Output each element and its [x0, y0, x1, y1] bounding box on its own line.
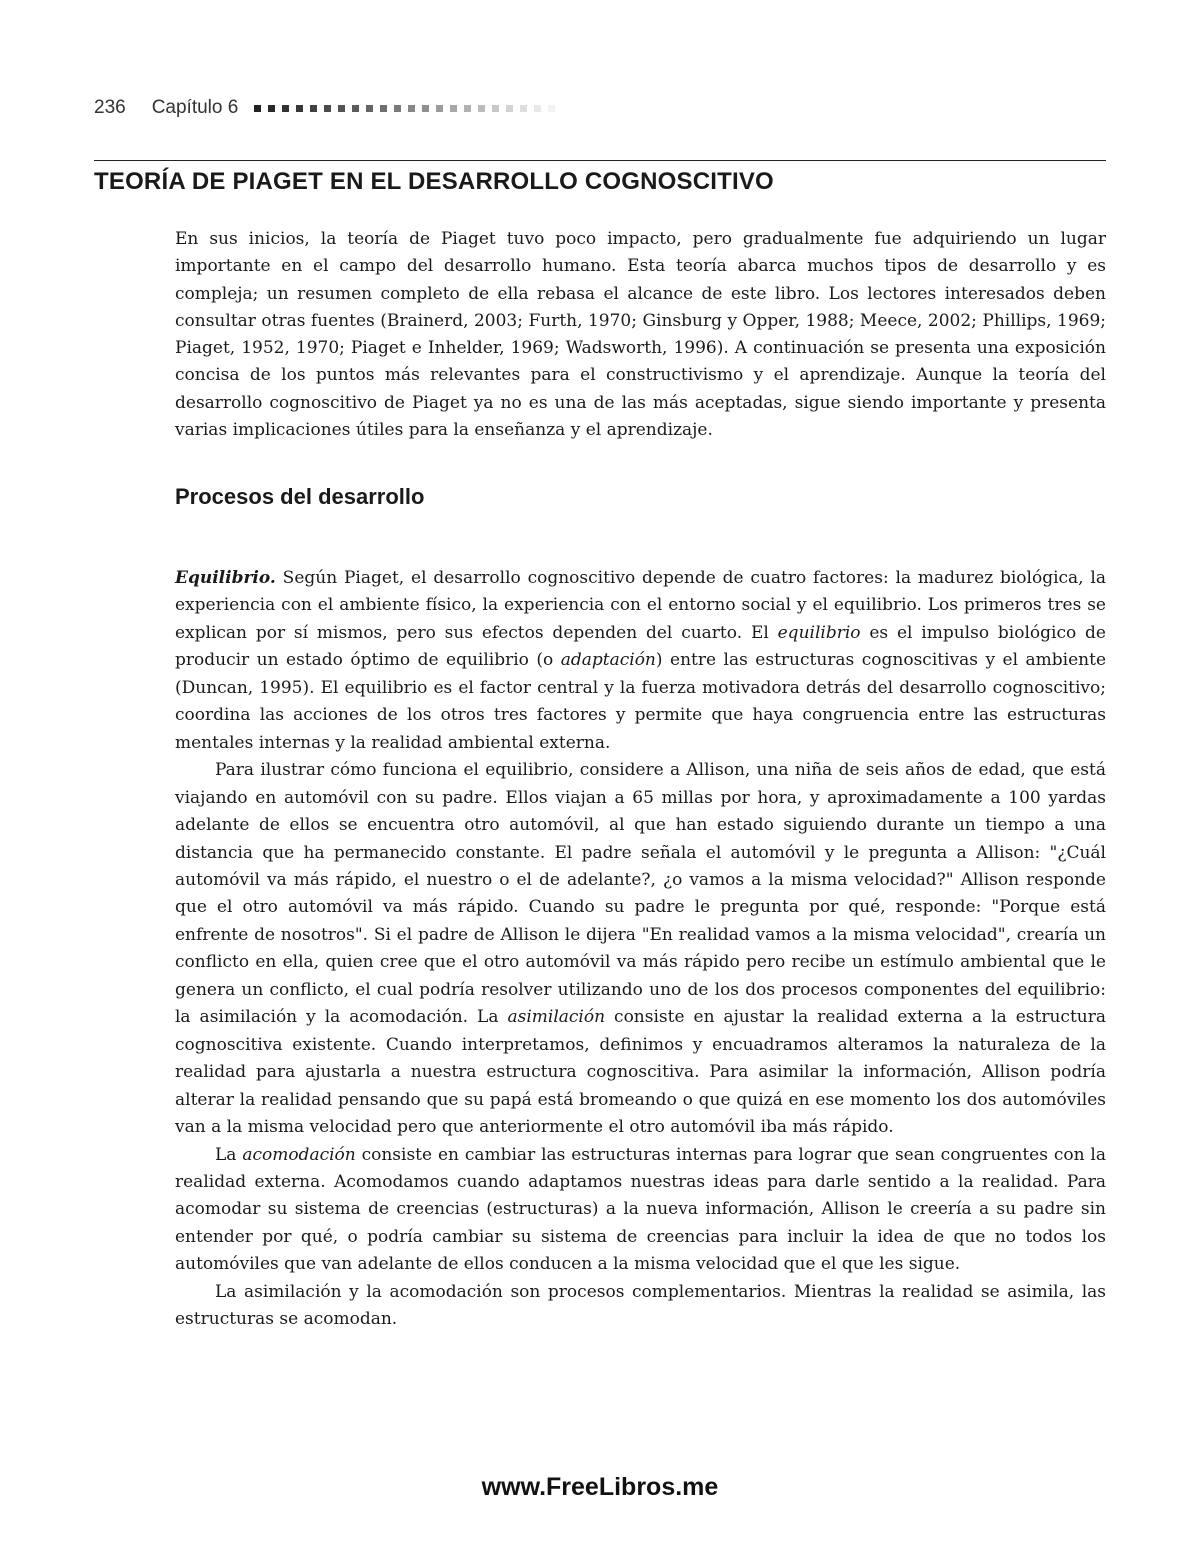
- intro-paragraph: En sus inicios, la teoría de Piaget tuvo poco impacto, pero gradualmente fue adquiriendo un lugar importante en el campo del desarrollo humano. Esta teoría abarca muchos tipos de desarrollo y es compleja; un resumen completo de ella rebasa el alcance de este libro. Los lectores interesados deben consultar otras fuentes (Brainerd, 2003; Furth, 1970; Ginsburg y Opper, 1988; Meece, 2002; Phillips, 1969; Piaget, 1952, 1970; Piaget e Inhelder, 1969; Wadsworth, 1996). A continuación se presenta una exposición concisa de los puntos más relevantes para el constructivismo y el aprendizaje. Aunque la teoría del desarrollo cognoscitivo de Piaget ya no es una de las más aceptadas, sigue siendo importante y presenta varias implicaciones útiles para la enseñanza y el aprendizaje.: [175, 229, 1106, 441]
- decorative-dot: [394, 105, 401, 112]
- decorative-dot: [492, 105, 499, 112]
- body-text: [175, 565, 1106, 1334]
- run-in-heading: Equilibrio.: [175, 568, 276, 588]
- decorative-dot: [366, 105, 373, 112]
- section-title: TEORÍA DE PIAGET EN EL DESARROLLO COGNOSCITIVO: [94, 168, 774, 195]
- decorative-dot: [436, 105, 443, 112]
- decorative-dot: [422, 105, 429, 112]
- decorative-dot: [380, 105, 387, 112]
- key-term: equilibrio: [777, 622, 861, 643]
- key-term: adaptación: [560, 650, 656, 671]
- paragraph-equilibrio: [175, 565, 1106, 757]
- running-head: [94, 94, 555, 122]
- decorative-dot: [254, 105, 261, 112]
- paragraph-conclusion: La asimilación y la acomodación son procesos complementarios. Mientras la realidad se asimila, las estructuras se acomodan.: [175, 1281, 1106, 1330]
- decorative-dot: [268, 105, 275, 112]
- decorative-dot: [310, 105, 317, 112]
- decorative-dot: [548, 105, 555, 112]
- chapter-label: Capítulo 6: [151, 97, 239, 118]
- decorative-dot: [296, 105, 303, 112]
- footer-url: www.FreeLibros.me: [481, 1473, 719, 1501]
- paragraph-text: La: [215, 1144, 243, 1165]
- decorative-dot: [324, 105, 331, 112]
- decorative-dot: [478, 105, 485, 112]
- decorative-dot: [520, 105, 527, 112]
- paragraph-text: consiste en ajustar la realidad externa a la estructura cognoscitiva existente. Cuando interpretamos, definimos y encuadramos alteramos la naturaleza de la realidad para ajustarla a nuestra estructura cognoscitiva. Para asimilar la información, Allison podría alterar la realidad pensando que su papá está bromeando o que quizá en ese momento los dos automóviles van a la misma velocidad pero que anteriormente el otro automóvil iba más rápido.: [175, 1007, 1106, 1138]
- decorative-dot: [464, 105, 471, 112]
- key-term: asimilación: [507, 1007, 606, 1028]
- decorative-dot: [506, 105, 513, 112]
- decorative-dot: [450, 105, 457, 112]
- paragraph-text: Según Piaget, el desarrollo cognoscitivo depende de cuatro factores: la madurez biológica, la experiencia con el ambiente físico, la experiencia con el entorno social y el equilibrio. Los primeros tres se explican por sí mismos, pero sus efectos dependen del cuarto. El: [175, 568, 1106, 643]
- key-term: acomodación: [242, 1144, 356, 1165]
- subsection-title: Procesos del desarrollo: [175, 484, 425, 509]
- header-divider: [94, 160, 1106, 161]
- paragraph-allison-example: [175, 757, 1106, 1141]
- paragraph-text: consiste en cambiar las estructuras internas para lograr que sean congruentes con la realidad externa. Acomodamos cuando adaptamos nuestras ideas para darle sentido a la realidad. Para acomodar su sistema de creencias (estructuras) a la nueva información, Allison le creería a su padre sin entender por qué, o podría cambiar su sistema de creencias para incluir la idea de que no todos los automóviles que van adelante de ellos conducen a la misma velocidad que el que les sigue.: [175, 1144, 1107, 1275]
- decorative-dot: [352, 105, 359, 112]
- paragraph-acomodacion: [175, 1142, 1106, 1279]
- paragraph-text: ) entre las estructuras cognoscitivas y el ambiente (Duncan, 1995). El equilibrio es el factor central y la fuerza motivadora detrás del desarrollo cognoscitivo; coordina las acciones de los otros tres factores y permite que haya congruencia entre las estructuras mentales internas y la realidad ambiental externa.: [175, 650, 1107, 753]
- decorative-dot: [408, 105, 415, 112]
- paragraph-text: es el impulso biológico de producir un estado óptimo de equilibrio (o: [175, 622, 1106, 671]
- paragraph-text: Para ilustrar cómo funciona el equilibrio, considere a Allison, una niña de seis años de edad, que está viajando en automóvil con su padre. Ellos viajan a 65 millas por hora, y aproximadamente a 100 yardas adelante de ellos se encuentra otro automóvil, al que han estado siguiendo durante un tiempo a una distancia que ha permanecido constante. El padre señala el automóvil y le pregunta a Allison: "¿Cuál automóvil va más rápido, el nuestro o el de adelante?, ¿o vamos a la misma velocidad?" Allison responde que el otro automóvil va más rápido. Cuando su padre le pregunta por qué, responde: "Porque está enfrente de nosotros". Si el padre de Allison le dijera "En realidad vamos a la misma velocidad", crearía un conflicto en ella, quien cree que el otro automóvil va más rápido pero recibe un estímulo ambiental que le genera un conflicto, el cual podría resolver utilizando uno de los dos procesos componentes del equilibrio: la asimilación y la acomodación. La: [175, 760, 1106, 1028]
- decorative-dot: [534, 105, 541, 112]
- decorative-dot: [338, 105, 345, 112]
- decorative-dot-leader: [254, 105, 555, 112]
- page-number: 236: [94, 97, 126, 118]
- decorative-dot: [282, 105, 289, 112]
